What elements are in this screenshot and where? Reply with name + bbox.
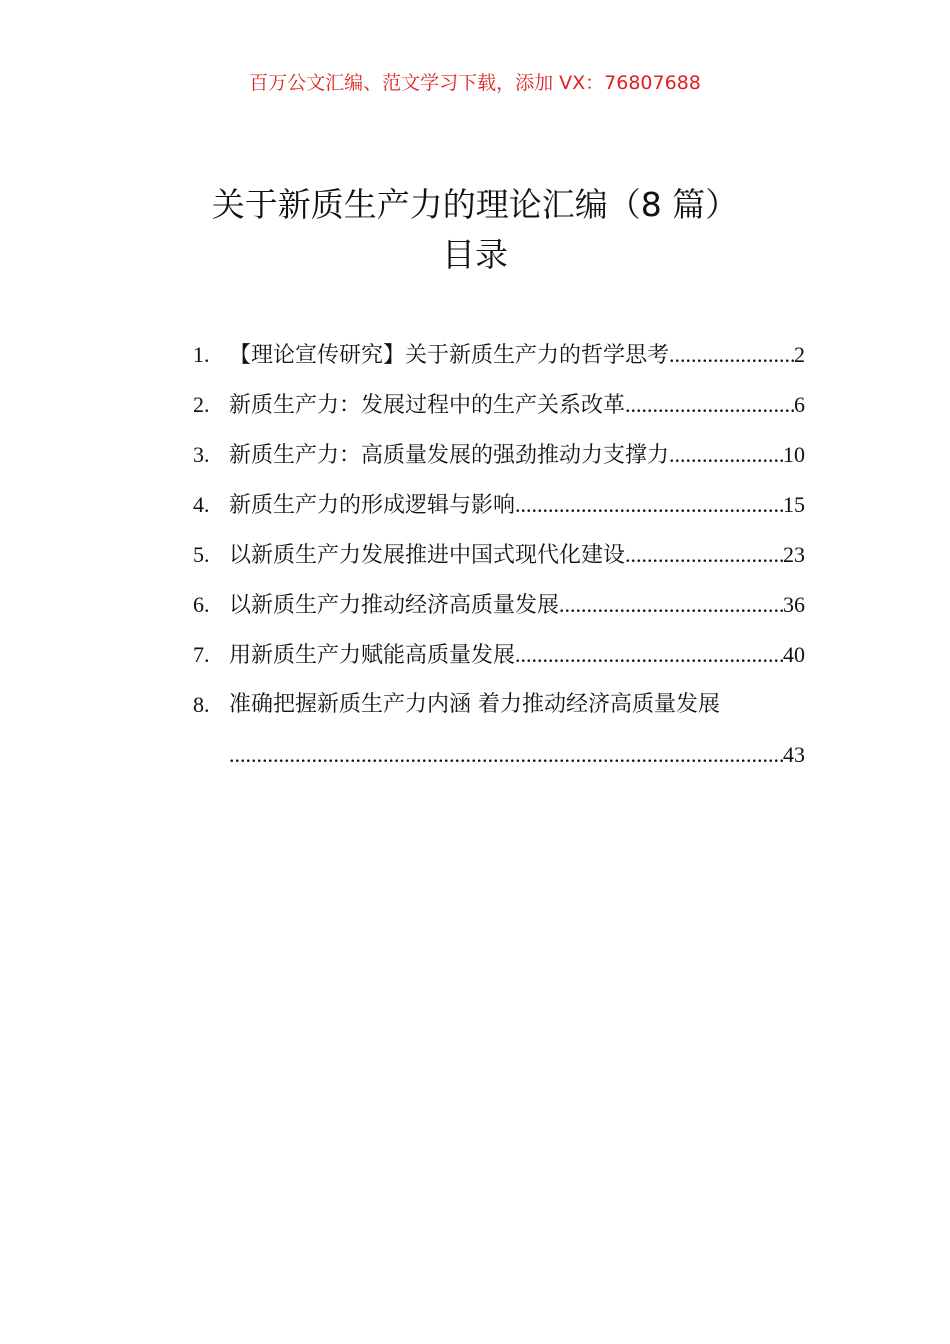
toc-entry-number: 4. xyxy=(193,492,210,517)
toc-entry-title: 以新质生产力推动经济高质量发展 xyxy=(229,593,560,618)
toc-dot-leader xyxy=(559,580,783,630)
toc-entry-page: 6 xyxy=(794,392,805,417)
toc-entry[interactable] xyxy=(193,630,805,680)
toc-entry[interactable] xyxy=(193,430,805,480)
toc-dot-leader xyxy=(229,730,783,780)
toc-entry[interactable] xyxy=(193,480,805,530)
toc-entry-title: 【理论宣传研究】关于新质生产力的哲学思考 xyxy=(229,343,670,368)
toc-entry[interactable] xyxy=(193,380,805,430)
toc-entry-title: 准确把握新质生产力内涵 着力推动经济高质量发展 xyxy=(229,692,720,717)
toc-entry-title: 用新质生产力赋能高质量发展 xyxy=(229,643,516,668)
header-watermark-note: 百万公文汇编、范文学习下载，添加 VX：76807688 xyxy=(249,72,701,94)
toc-entry-title: 新质生产力的形成逻辑与影响 xyxy=(229,493,516,518)
table-of-contents xyxy=(193,330,805,780)
toc-entry-page: 36 xyxy=(783,592,805,617)
toc-entry-number: 8. xyxy=(193,692,210,717)
toc-entry-title: 新质生产力：发展过程中的生产关系改革 xyxy=(229,393,626,418)
toc-entry-page: 15 xyxy=(783,492,805,517)
toc-dot-leader xyxy=(515,630,783,680)
toc-entry-number: 2. xyxy=(193,392,210,417)
toc-entry-number: 1. xyxy=(193,342,210,367)
toc-entry-number: 3. xyxy=(193,442,210,467)
toc-entry-page: 40 xyxy=(783,642,805,667)
toc-heading: 目录 xyxy=(442,235,508,274)
toc-entry-second-line xyxy=(193,730,805,780)
document-title xyxy=(0,180,950,280)
toc-entry-title: 以新质生产力发展推进中国式现代化建设 xyxy=(229,543,626,568)
toc-entry-page: 23 xyxy=(783,542,805,567)
toc-entry-first-line xyxy=(193,680,805,730)
toc-dot-leader xyxy=(625,380,794,430)
toc-entry-page: 43 xyxy=(783,742,805,767)
toc-entry[interactable] xyxy=(193,330,805,380)
toc-entry[interactable] xyxy=(193,530,805,580)
toc-dot-leader xyxy=(625,530,783,580)
toc-entry-page: 2 xyxy=(794,342,805,367)
document-title-line: 关于新质生产力的理论汇编（8 篇） xyxy=(211,185,739,224)
toc-entry[interactable] xyxy=(193,680,805,780)
toc-dot-leader xyxy=(515,480,783,530)
toc-entry-number: 7. xyxy=(193,642,210,667)
toc-entry-page: 10 xyxy=(783,442,805,467)
toc-entry-title: 新质生产力：高质量发展的强劲推动力支撑力 xyxy=(229,443,670,468)
toc-entry-number: 5. xyxy=(193,542,210,567)
toc-entry-number: 6. xyxy=(193,592,210,617)
toc-dot-leader xyxy=(669,330,794,380)
toc-dot-leader xyxy=(669,430,783,480)
toc-entry[interactable] xyxy=(193,580,805,630)
